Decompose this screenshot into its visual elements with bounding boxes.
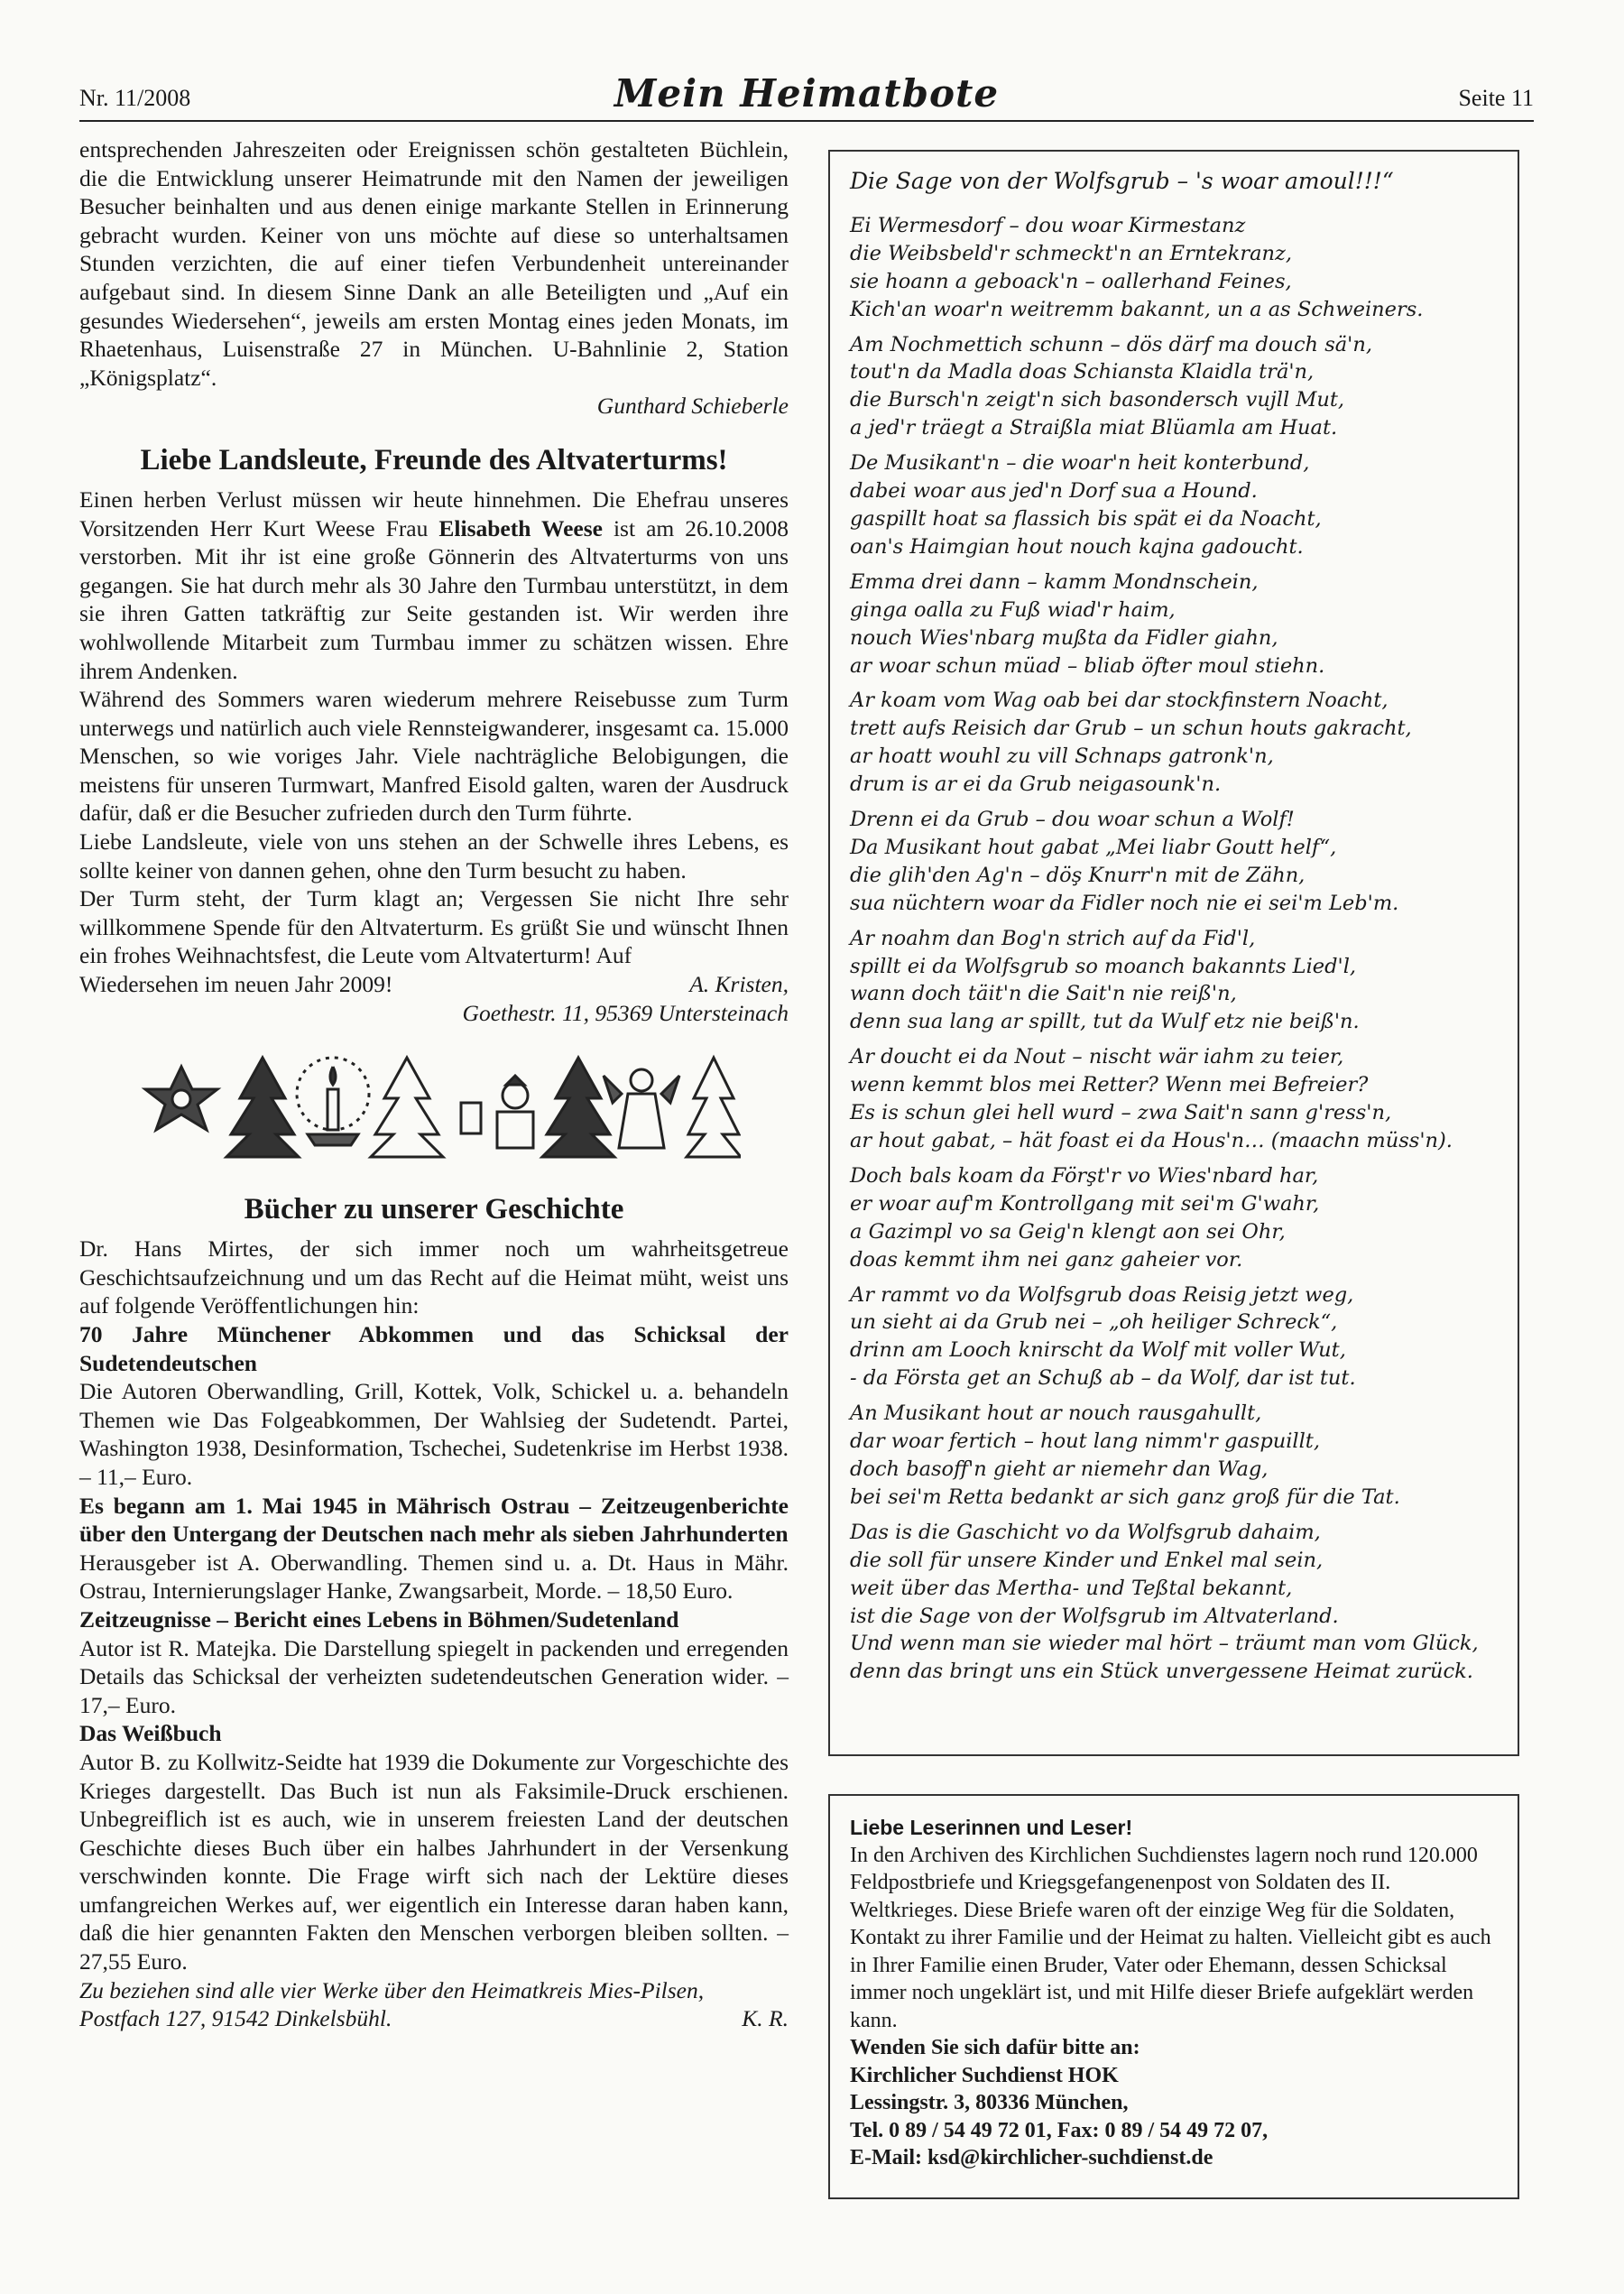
book-description: Herausgeber ist A. Oberwandling. Themen sind u. a. Dt. Haus in Mähr. Ostrau, Internierungslager Hanke, Zwangsarbeit, Morde. – 18,50 Euro. [79,1549,789,1605]
poem-line: sua nüchtern woar da Fidler noch nie ei sei'm Leb'm. [850,891,1399,915]
notice-contact-line: Lessingstr. 3, 80336 München, [850,2091,1129,2114]
reader-notice-box [828,1794,1519,2199]
poem-stanza [850,806,1498,918]
poem-stanza [850,687,1498,799]
poem-line: gaspillt hoat sa flassich bis spät ei da Noacht, [850,506,1322,531]
masthead-logo: Mein Heimatbote [614,71,1000,116]
poem-stanzas [850,212,1498,1686]
poem-line: ar hout gabat, – hät foast ei da Hous'n… (maachn müss'n). [850,1129,1453,1152]
poem-line: ginga oalla zu Fuß wiad'r haim, [850,597,1176,622]
page-number: Seite 11 [1458,85,1534,111]
poem-line: Drenn ei da Grub – dou woar schun a Wolf! [850,808,1295,832]
page-header [79,72,1534,119]
poem-line: An Musikant hout ar nouch rausgahullt, [850,1401,1262,1426]
poem-line: Emma drei dann – kamm Mondnschein, [850,569,1259,594]
book-title: Zeitzeugnisse – Bericht eines Lebens in Böhmen/Sudetenland [79,1605,679,1633]
order-address-row [79,2004,789,2033]
poem-line: Es is schun glei hell wurd – zwa Sait'n sann g'ress'n, [850,1101,1392,1125]
poem-line: a Gazimpl vo sa Geig'n klengt aon sei Ohr, [850,1219,1286,1244]
notice-contact-line: Tel. 0 89 / 54 49 72 01, Fax: 0 89 / 54 49 72 07, [850,2118,1269,2142]
poem-line: oan's Haimgian hout nouch kajna gadoucht. [850,534,1304,559]
article-author: A. Kristen, [689,971,789,998]
poem-line: Kich'an woar'n weitremm bakannt, un a as Schweiners. [850,297,1424,321]
poem-line: De Musikant'n – die woar'n heit konterbund, [850,451,1310,476]
poem-line: wenn kemmt blos mei Retter? Wenn mei Befreier? [850,1073,1369,1097]
article-heading: Bücher zu unserer Geschichte [244,1193,624,1226]
header-divider [79,120,1534,122]
text-run: Einen herben Verlust müssen wir heute hinnehmen. Die Ehefrau unseres Vorsitzenden Herr Kurt Weese Frau [79,486,789,541]
poem-line: Ei Wermesdorf – dou woar Kirmestanz [850,213,1246,237]
poem-line: wann doch täit'n die Sait'n nie reiß'n, [850,982,1237,1006]
book-description: Die Autoren Oberwandling, Grill, Kottek, Volk, Schickel u. a. behandeln Themen wie Das Folgeabkommen, Der Wahlsieg der Sudetendt. Partei, Washington 1938, Desinformation, Tschechei, Sudetenkrise im Herbst 1938. – 11,– Euro. [79,1378,789,1490]
author-address: Goethestr. 11, 95369 Untersteinach [462,999,789,1026]
order-address: Postfach 127, 91542 Dinkelsbühl. [79,2005,392,2032]
poem-stanza [850,1162,1498,1274]
poem-stanza [850,449,1498,561]
poem-line: ist die Sage von der Wolfsgrub im Altvaterland. [850,1604,1339,1628]
article-initials: K. R. [742,2005,789,2032]
highlighted-name: Elisabeth Weese [438,514,603,541]
poem-stanza [850,1281,1498,1393]
notice-body: In den Archiven des Kirchlichen Suchdienstes lagern noch rund 120.000 Feldpostbriefe und Kriegsgefangenenpost von Soldaten des II. Weltkrieges. Diese Briefe waren oft der einzige Weg für die Soldaten, Kontakt zu ihrer Familie und der Heimat zu halten. Vielleicht gibt es auch in Ihrer Familie einen Bruder, Vater oder Ehemann, dessen Schicksal immer noch ungeklärt ist, und mit Hilfe dieser Briefe aufgeklärt werden kann. [850,1843,1491,2032]
article-altvaterturm [79,442,789,1027]
poem-line: bei sei'm Retta bedankt ar sich ganz groß für die Tat. [850,1485,1400,1509]
left-column [79,135,789,2033]
poem-line: denn das bringt uns ein Stück unvergessene Heimat zurück. [850,1660,1473,1684]
poem-line: sie hoann a geboack'n – oallerhand Feines, [850,269,1292,293]
book-title: 70 Jahre Münchener Abkommen und das Schicksal der Sudetendeutschen [79,1321,789,1376]
poem-line: drum is ar ei da Grub neigasounk'n. [850,772,1222,797]
article-closing: Wiedersehen im neuen Jahr 2009! [79,971,393,998]
poem-line: die Bursch'n zeigt'n sich basondersch vujll Mut, [850,388,1345,412]
poem-title: Die Sage von der Wolfsgrub – 's woar amoul!!!“ [850,168,1394,194]
poem-line: die soll für unsere Kinder und Enkel mal sein, [850,1548,1324,1572]
poem-line: nouch Wies'nbarg mußta da Fidler giahn, [850,625,1278,650]
poem-line: tout'n da Madla doas Schiansta Klaidla trä'n, [850,360,1315,384]
article-heimatrunde [79,135,789,421]
notice-email: E-Mail: ksd@kirchlicher-suchdienst.de [850,2146,1213,2169]
poem-line: er woar auf'm Kontrollgang mit sei'm G'wahr, [850,1191,1320,1216]
poem-line: die glih'den Ag'n – döş Knurr'n mit de Zähn, [850,863,1306,887]
poem-stanza [850,1400,1498,1512]
poem-line: a jed'r träegt a Straißla miat Blüamla am Huat. [850,416,1338,440]
article-buecher [79,1191,789,2033]
book-title: Es begann am 1. Mai 1945 in Mährisch Ostrau – Zeitzeugenberichte über den Untergang der Deutschen nach mehr als sieben Jahrhunderten [79,1492,789,1548]
poem-line: spillt ei da Wolfsgrub so moanch bakannts Lied'l, [850,954,1357,978]
poem-stanza [850,1519,1498,1686]
poem-line: un sieht ai da Grub nei – „oh heiliger Schreck“, [850,1310,1338,1335]
poem-line: Da Musikant hout gabat „Mei liabr Goutt helf“, [850,835,1337,859]
christmas-ornament-icon [127,1049,741,1166]
poem-line: trett aufs Reisich dar Grub – un schun houts gakracht, [850,717,1412,741]
poem-line: Ar noahm dan Bog'n strich auf da Fid'l, [850,926,1256,950]
poem-line: Das is die Gaschicht vo da Wolfsgrub dahaim, [850,1520,1321,1544]
poem-line: weit über das Mertha- und Teßtal bekannt, [850,1576,1293,1600]
poem-line: dar woar fertich – hout lang nimm'r gaspuillt, [850,1429,1321,1454]
book-description: Autor ist R. Matejka. Die Darstellung spiegelt in packenden und erregenden Details das Schicksal der verheizten sudetendeutschen Generation wider. – 17,– Euro. [79,1634,789,1718]
article-signoff [79,970,789,999]
article-paragraph: Der Turm steht, der Turm klagt an; Vergessen Sie nicht Ihre sehr willkommene Spende für den Altvaterturm. Es grüßt Sie und wünscht Ihnen ein frohes Weihnachtsfest, die Leute vom Altvaterturm! Auf [79,885,789,969]
article-intro: Dr. Hans Mirtes, der sich immer noch um wahrheitsgetreue Geschichtsaufzeichnung und um das Recht auf die Heimat müht, weist uns auf folgende Veröffentlichungen hin: [79,1235,789,1319]
article-paragraph: Während des Sommers waren wiederum mehrere Reisebusse zum Turm unterwegs und natürlich auch viele Rennsteigwanderer, insgesamt ca. 15.000 Menschen, so wie voriges Jahr. Viele nachträgliche Belobigungen, die meistens für unseren Turmwart, Manfred Eisold galten, waren der Ausdruck dafür, daß er die Besucher zufrieden durch den Turm führte. [79,686,789,827]
article-paragraph [79,486,789,685]
notice-title: Liebe Leserinnen und Leser! [850,1816,1133,1839]
poem-stanza [850,569,1498,680]
poem-line: ar hoatt wouhl zu vill Schnaps gatronk'n, [850,745,1274,769]
issue-number: Nr. 11/2008 [79,85,191,111]
poem-line: die Weibsbeld'r schmeckt'n an Erntekranz, [850,241,1293,265]
article-heading: Liebe Landsleute, Freunde des Altvaterturms! [140,443,728,476]
text-run: ist am 26.10.2008 verstorben. Mit ihr ist eine große Gönnerin des Altvaterturms von uns gegangen. Sie hat durch mehr als 30 Jahre den Turmbau unterstützt, in dem sie ihren Gatten tatkräftig zur Seite gestanden ist. Wir werden ihre wohlwollende Mitarbeit zum Turmbau immer zu schätzen wissen. Ehre ihrem Andenken. [79,514,789,684]
notice-contact-line: Kirchlicher Suchdienst HOK [850,2063,1119,2087]
article-paragraph: Liebe Landsleute, viele von uns stehen an der Schwelle ihres Lebens, es sollte keiner von dannen gehen, ohne den Turm besucht zu haben. [79,828,789,883]
poem-line: ar woar schun müad – bliab öfter moul stiehn. [850,653,1325,678]
christmas-ornament-strip [79,1040,789,1175]
article-author: Gunthard Schieberle [596,393,789,420]
poem-box [828,150,1519,1756]
book-description: Autor B. zu Kollwitz-Seidte hat 1939 die Dokumente zur Vorgeschichte des Krieges dargestellt. Das Buch ist nun als Faksimile-Druck erschienen. Unbegreiflich ist es auch, wie in unserem freiesten Land der deutschen Geschichte dieses Buch über ein halbes Jahrhundert in der Versenkung verschwinden konnte. Die Frage wirft sich nach der Lektüre dieses umfangreichen Werkes auf, wer eigentlich ein Interesse daran haben kann, daß die hier genannten Fakten den Menschen verborgen bleiben sollten. – 27,55 Euro. [79,1748,789,1975]
poem-line: doch basoff'n gieht ar niemehr dan Wag, [850,1457,1269,1481]
notice-contact-line: Wenden Sie sich dafür bitte an: [850,2036,1140,2059]
poem-line: Ar koam vom Wag oab bei dar stockfinstern Noacht, [850,689,1389,713]
poem-stanza [850,212,1498,324]
poem-stanza [850,331,1498,443]
poem-line: Ar rammt vo da Wolfsgrub doas Reisig jetzt weg, [850,1282,1354,1307]
poem-stanza [850,925,1498,1037]
poem-line: Am Nochmettich schunn – dös därf ma douch sä'n, [850,332,1372,356]
book-title: Das Weißbuch [79,1720,222,1747]
order-info: Zu beziehen sind alle vier Werke über den Heimatkreis Mies-Pilsen, [79,1976,705,2003]
poem-line: Ar doucht ei da Nout – nischt wär iahm zu teier, [850,1045,1344,1069]
poem-stanza [850,1043,1498,1155]
poem-line: doas kemmt ihm nei ganz gaheier vor. [850,1247,1243,1272]
poem-line: - da Första get an Schuß ab – da Wolf, dar ist tut. [850,1366,1356,1391]
poem-line: drinn am Looch knirscht da Wolf mit voller Wut, [850,1338,1346,1363]
poem-line: dabei woar aus jed'n Dorf sua a Hound. [850,479,1258,504]
poem-line: Doch bals koam da Förşt'r vo Wies'nbard har, [850,1163,1319,1188]
poem-line: Und wenn man sie wieder mal hört – träumt man vom Glück, [850,1632,1479,1656]
article-body: entsprechenden Jahreszeiten oder Ereignissen schön gestalteten Büchlein, die die Entwicklung unserer Heimatrunde mit den Namen der jeweiligen Besucher beinhalten und aus denen einige markante Stellen in Erinnerung gebracht wurden. Keiner von uns möchte auf diese so unterhaltsamen Stunden verzichten, die auf einer tiefen Verbundenheit untereinander aufgebaut sind. In diesem Sinne Dank an alle Beteiligten und „Auf ein gesundes Wiedersehen“, jeweils am ersten Montag eines jeden Monats, im Rhaetenhaus, Luisenstraße 27 in München. U-Bahnlinie 2, Station „Königsplatz“. [79,136,789,391]
poem-line: denn sua lang ar spillt, tut da Wulf etz nie beiß'n. [850,1010,1360,1034]
